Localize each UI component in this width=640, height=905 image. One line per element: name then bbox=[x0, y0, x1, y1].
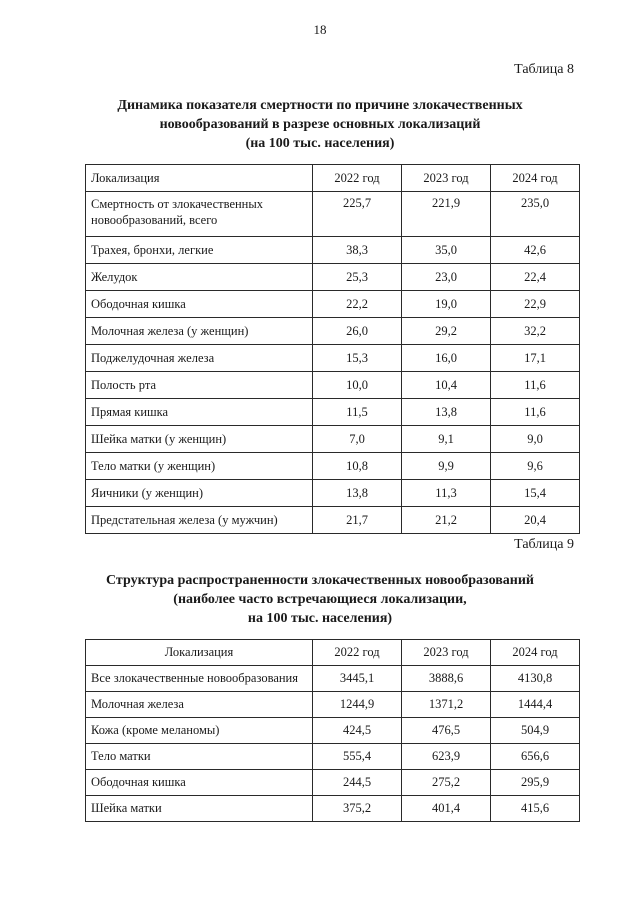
table8-mortality bbox=[85, 164, 580, 534]
table-row bbox=[86, 192, 580, 237]
column-header: 2024 год bbox=[491, 640, 580, 666]
cell-value: 25,3 bbox=[313, 264, 402, 291]
cell-value: 555,4 bbox=[313, 744, 402, 770]
table8-title-line: новообразований в разрезе основных локализаций bbox=[159, 117, 481, 132]
cell-localization: Шейка матки bbox=[86, 796, 313, 822]
cell-value: 656,6 bbox=[491, 744, 580, 770]
cell-value: 221,9 bbox=[402, 192, 491, 237]
table-row bbox=[86, 744, 580, 770]
cell-value: 375,2 bbox=[313, 796, 402, 822]
column-header: 2023 год bbox=[402, 640, 491, 666]
table9-title-line: Структура распространенности злокачественных новообразований bbox=[106, 573, 534, 588]
cell-localization: Поджелудочная железа bbox=[86, 345, 313, 372]
cell-value: 11,6 bbox=[491, 372, 580, 399]
cell-value: 22,2 bbox=[313, 291, 402, 318]
cell-value: 29,2 bbox=[402, 318, 491, 345]
table-row bbox=[86, 345, 580, 372]
cell-localization: Полость рта bbox=[86, 372, 313, 399]
column-header: 2024 год bbox=[491, 165, 580, 192]
cell-value: 15,3 bbox=[313, 345, 402, 372]
table-row bbox=[86, 318, 580, 345]
cell-localization: Смертность от злокачественных новообразований, всего bbox=[86, 192, 313, 237]
cell-value: 13,8 bbox=[402, 399, 491, 426]
cell-value: 21,7 bbox=[313, 507, 402, 534]
cell-value: 10,4 bbox=[402, 372, 491, 399]
cell-value: 22,9 bbox=[491, 291, 580, 318]
column-header: 2022 год bbox=[313, 165, 402, 192]
table9-title-line: (наиболее часто встречающиеся локализации, bbox=[173, 592, 467, 607]
cell-value: 476,5 bbox=[402, 718, 491, 744]
cell-value: 42,6 bbox=[491, 237, 580, 264]
cell-value: 9,1 bbox=[402, 426, 491, 453]
table-row bbox=[86, 426, 580, 453]
cell-value: 1371,2 bbox=[402, 692, 491, 718]
cell-localization: Все злокачественные новообразования bbox=[86, 666, 313, 692]
cell-value: 11,3 bbox=[402, 480, 491, 507]
cell-value: 13,8 bbox=[313, 480, 402, 507]
cell-value: 11,5 bbox=[313, 399, 402, 426]
cell-localization: Ободочная кишка bbox=[86, 291, 313, 318]
table-row bbox=[86, 507, 580, 534]
cell-value: 23,0 bbox=[402, 264, 491, 291]
cell-value: 3888,6 bbox=[402, 666, 491, 692]
table-row bbox=[86, 453, 580, 480]
table9-title-line: на 100 тыс. населения) bbox=[247, 611, 393, 626]
column-header: Локализация bbox=[86, 165, 313, 192]
cell-value: 11,6 bbox=[491, 399, 580, 426]
cell-localization: Предстательная железа (у мужчин) bbox=[86, 507, 313, 534]
table8-title-line: (на 100 тыс. населения) bbox=[245, 136, 395, 151]
cell-value: 1444,4 bbox=[491, 692, 580, 718]
cell-value: 9,9 bbox=[402, 453, 491, 480]
table-row bbox=[86, 770, 580, 796]
cell-localization: Тело матки bbox=[86, 744, 313, 770]
cell-localization: Молочная железа bbox=[86, 692, 313, 718]
table8-title-line: Динамика показателя смертности по причине злокачественных bbox=[117, 98, 523, 113]
cell-value: 275,2 bbox=[402, 770, 491, 796]
table-row bbox=[86, 666, 580, 692]
table-row bbox=[86, 237, 580, 264]
table8-title bbox=[60, 96, 580, 153]
cell-value: 401,4 bbox=[402, 796, 491, 822]
cell-value: 21,2 bbox=[402, 507, 491, 534]
cell-value: 415,6 bbox=[491, 796, 580, 822]
page-number: 18 bbox=[313, 22, 327, 37]
cell-value: 19,0 bbox=[402, 291, 491, 318]
cell-value: 26,0 bbox=[313, 318, 402, 345]
table-row bbox=[86, 372, 580, 399]
cell-localization: Яичники (у женщин) bbox=[86, 480, 313, 507]
cell-value: 38,3 bbox=[313, 237, 402, 264]
table9-label: Таблица 9 bbox=[514, 537, 574, 552]
cell-value: 10,8 bbox=[313, 453, 402, 480]
cell-localization: Ободочная кишка bbox=[86, 770, 313, 796]
cell-localization: Молочная железа (у женщин) bbox=[86, 318, 313, 345]
cell-value: 35,0 bbox=[402, 237, 491, 264]
table-row bbox=[86, 796, 580, 822]
table-header-row bbox=[86, 640, 580, 666]
table8-label: Таблица 8 bbox=[514, 62, 574, 77]
cell-value: 10,0 bbox=[313, 372, 402, 399]
cell-value: 3445,1 bbox=[313, 666, 402, 692]
cell-localization: Тело матки (у женщин) bbox=[86, 453, 313, 480]
cell-value: 225,7 bbox=[313, 192, 402, 237]
cell-value: 9,0 bbox=[491, 426, 580, 453]
table9-title bbox=[60, 571, 580, 628]
cell-localization: Желудок bbox=[86, 264, 313, 291]
column-header: Локализация bbox=[86, 640, 313, 666]
cell-localization: Кожа (кроме меланомы) bbox=[86, 718, 313, 744]
cell-value: 20,4 bbox=[491, 507, 580, 534]
table-row bbox=[86, 692, 580, 718]
cell-value: 4130,8 bbox=[491, 666, 580, 692]
table-row bbox=[86, 264, 580, 291]
table-row bbox=[86, 399, 580, 426]
cell-value: 1244,9 bbox=[313, 692, 402, 718]
cell-localization: Шейка матки (у женщин) bbox=[86, 426, 313, 453]
table-header-row bbox=[86, 165, 580, 192]
cell-value: 504,9 bbox=[491, 718, 580, 744]
table-row bbox=[86, 718, 580, 744]
cell-value: 9,6 bbox=[491, 453, 580, 480]
cell-value: 235,0 bbox=[491, 192, 580, 237]
table-row bbox=[86, 480, 580, 507]
cell-value: 7,0 bbox=[313, 426, 402, 453]
cell-value: 17,1 bbox=[491, 345, 580, 372]
cell-value: 424,5 bbox=[313, 718, 402, 744]
cell-value: 623,9 bbox=[402, 744, 491, 770]
cell-value: 32,2 bbox=[491, 318, 580, 345]
table9-prevalence bbox=[85, 639, 580, 822]
column-header: 2023 год bbox=[402, 165, 491, 192]
cell-value: 244,5 bbox=[313, 770, 402, 796]
cell-value: 15,4 bbox=[491, 480, 580, 507]
cell-value: 295,9 bbox=[491, 770, 580, 796]
cell-localization: Трахея, бронхи, легкие bbox=[86, 237, 313, 264]
cell-localization: Прямая кишка bbox=[86, 399, 313, 426]
column-header: 2022 год bbox=[313, 640, 402, 666]
cell-value: 22,4 bbox=[491, 264, 580, 291]
cell-value: 16,0 bbox=[402, 345, 491, 372]
table-row bbox=[86, 291, 580, 318]
